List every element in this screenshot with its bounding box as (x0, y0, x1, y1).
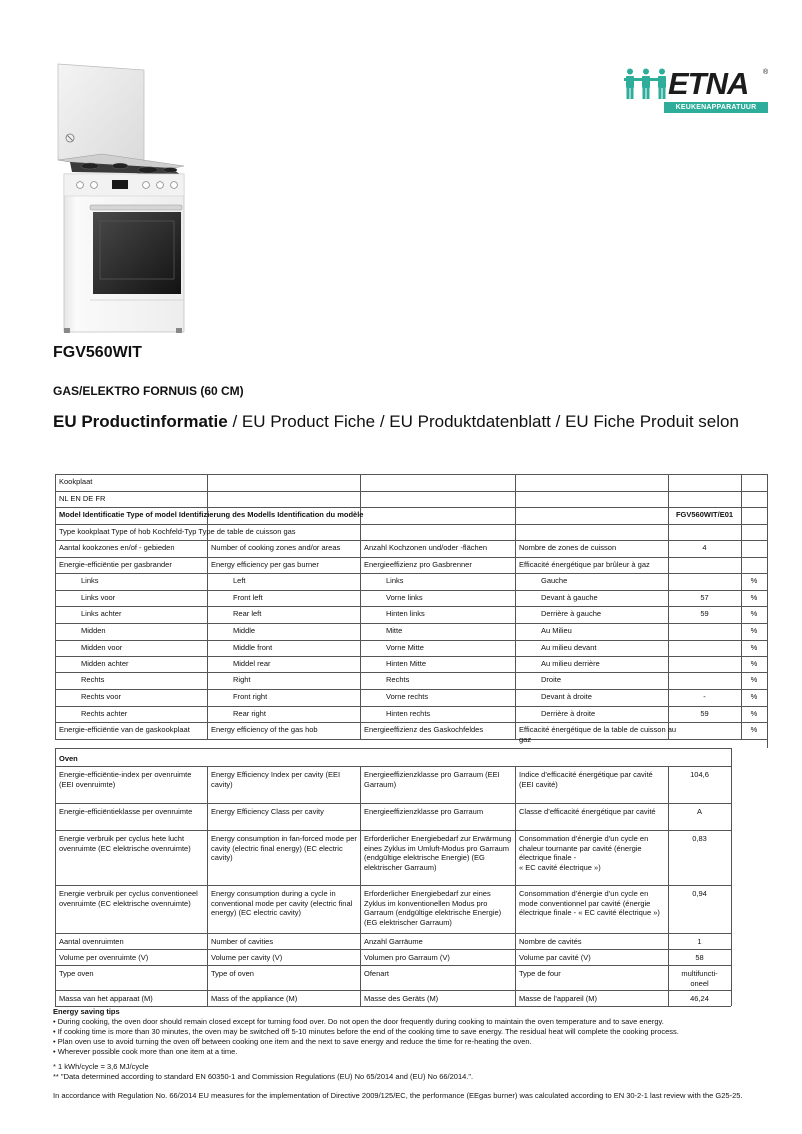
table-divider (55, 672, 767, 673)
oven-value: A (696, 807, 702, 816)
burner-label-en: Front left (233, 593, 263, 602)
table-divider (55, 491, 767, 492)
burner-label-fr: Gauche (541, 576, 568, 585)
logo-wordmark: ETNA (668, 66, 749, 101)
burner-label-de: Vorne Mitte (386, 643, 424, 652)
product-type: GAS/ELEKTRO FORNUIS (60 CM) (53, 384, 244, 398)
table-divider (55, 748, 56, 1006)
burner-label-nl: Midden voor (81, 643, 123, 652)
table-divider (731, 748, 732, 1006)
tip-item: • Plan oven use to avoid turning the oven off between cooking one item and the next to save energy and reduce the time for re-heating the oven. (53, 1037, 753, 1047)
burner-label-nl: Links voor (81, 593, 116, 602)
oven-label-de: Ofenart (364, 969, 390, 978)
table-divider (55, 689, 767, 690)
table-divider (55, 990, 731, 991)
oven-label-en: Type of oven (211, 969, 254, 978)
table-divider (55, 507, 767, 508)
oven-label-fr: Nombre de cavités (519, 937, 582, 946)
burner-label-nl: Links (81, 576, 99, 585)
burner-value: 59 (700, 609, 709, 618)
oven-label-de: Anzahl Garräume (364, 937, 423, 946)
tip-item: • During cooking, the oven door should remain closed except for turning food over. Do not open the door frequently during cooking to maintain the oven temperature and to save energy. (53, 1017, 753, 1027)
logo-subtitle: KEUKENAPPARATUUR (664, 102, 768, 113)
oven-label-de: Erforderlicher Energiebedarf zur Erwärmung eines Zyklus im Umluft-Modus pro Garraum (endgültige elektrische Energie) (EG elektrischer Garraum) (364, 834, 512, 872)
energy-saving-tips (53, 1007, 753, 1057)
oven-label-de: Volumen pro Garraum (V) (364, 953, 450, 962)
burner-label-de: Vorne links (386, 593, 423, 602)
burner-label-nl: Rechts (81, 675, 105, 684)
oven-label-en: Mass of the appliance (M) (211, 994, 298, 1003)
oven-value: multifuncti- oneel (681, 969, 718, 988)
burner-unit: % (750, 576, 758, 585)
hob-type-label: Type kookplaat Type of hob Kochfeld-Typ Type de table de cuisson gas (59, 527, 296, 536)
oven-label-de: Energieeffizienzklasse pro Garraum (364, 807, 484, 816)
oven-value: 58 (695, 953, 704, 962)
hob-eff-label-en: Energy efficiency of the gas hob (211, 725, 318, 734)
oven-label-nl: Massa van het apparaat (M) (59, 994, 153, 1003)
table-divider (55, 722, 767, 723)
oven-label-de: Erforderlicher Energiebedarf zur eines Zyklus im konventionellen Modus pro Garraum (endgültige elektrische Energie) (EG elektrischer Garraum) (364, 889, 502, 927)
fiche-title-bold: EU Productinformatie (53, 412, 228, 431)
oven-value: 1 (697, 937, 702, 946)
burner-label-fr: Derrière à droite (541, 709, 596, 718)
table-divider (55, 949, 731, 950)
burner-unit: % (750, 709, 758, 718)
table-divider (767, 474, 768, 748)
burner-label-fr: Devant à gauche (541, 593, 598, 602)
oven-label-fr: Indice d’efficacité énergétique par cavité (EEI cavité) (519, 770, 653, 789)
burner-label-nl: Rechts achter (81, 709, 128, 718)
brand-logo (624, 66, 774, 116)
burner-label-fr: Devant à droite (541, 692, 592, 701)
table-divider (515, 766, 516, 1006)
oven-section-title: Oven (59, 754, 78, 763)
oven-label-fr: Classe d’efficacité énergétique par cavité (519, 807, 656, 816)
oven-value: 46,24 (690, 994, 709, 1003)
zones-label-fr: Nombre de zones de cuisson (519, 543, 617, 552)
oven-label-en: Number of cavities (211, 937, 274, 946)
burner-label-fr: Au milieu derrière (541, 659, 600, 668)
zones-value: 4 (702, 543, 707, 552)
table-divider (55, 474, 56, 739)
table-divider (55, 656, 767, 657)
burner-label-nl: Midden achter (81, 659, 129, 668)
oven-label-fr: Consommation d’énergie d’un cycle en chaleur tournante par cavité (énergie électrique finale - « EC cavité électrique ») (519, 834, 649, 872)
oven-value: 0,83 (692, 834, 707, 843)
oven-label-nl: Aantal ovenruimten (59, 937, 124, 946)
table-divider (360, 766, 361, 1006)
zones-label-nl: Aantal kookzones en/of - gebieden (59, 543, 175, 552)
hob-eff-label-fr: Efficacité énergétique de la table de cuisson au gaz (519, 725, 677, 744)
table-divider (55, 748, 731, 749)
table-divider (668, 766, 669, 1006)
zones-label-en: Number of cooking zones and/or areas (211, 543, 341, 552)
product-code: FGV560WIT (53, 344, 142, 361)
oven-label-fr: Masse de l’appareil (M) (519, 994, 597, 1003)
oven-label-nl: Energie-efficiëntie-index per ovenruimte (EEI ovenruimte) (59, 770, 192, 789)
hob-eff-label-de: Energieeffizienz des Gaskochfeldes (364, 725, 484, 734)
tips-title: Energy saving tips (53, 1007, 120, 1016)
table-divider (55, 623, 767, 624)
product-image (50, 62, 200, 337)
oven-label-nl: Energie-efficiëntieklasse per ovenruimte (59, 807, 193, 816)
oven-label-fr: Type de four (519, 969, 561, 978)
burner-label-en: Rear right (233, 709, 266, 718)
table-divider (55, 803, 731, 804)
burner-label-de: Hinten Mitte (386, 659, 427, 668)
tip-item: • Wherever possible cook more than one item at a time. (53, 1047, 753, 1057)
table-divider (55, 606, 767, 607)
zones-label-de: Anzahl Kochzonen und/oder -flächen (364, 543, 488, 552)
hob-section-title: Kookplaat (59, 477, 93, 486)
oven-label-nl: Energie verbruik per cyclus hete lucht ovenruimte (EC elektrische ovenruimte) (59, 834, 191, 853)
burner-label-en: Front right (233, 692, 268, 701)
burner-unit: % (750, 626, 758, 635)
table-divider (55, 830, 731, 831)
burner-label-de: Mitte (386, 626, 403, 635)
hob-eff-label-nl: Energie-efficiëntie van de gaskookplaat (59, 725, 190, 734)
table-divider (55, 933, 731, 934)
burner-eff-label-nl: Energie-efficiëntie per gasbrander (59, 560, 172, 569)
burner-label-en: Middle (233, 626, 256, 635)
burner-label-fr: Au milieu devant (541, 643, 597, 652)
burner-unit: % (750, 659, 758, 668)
logo-registered-mark: ® (763, 69, 769, 76)
burner-label-nl: Midden (81, 626, 106, 635)
oven-label-en: Volume per cavity (V) (211, 953, 283, 962)
burner-eff-label-de: Energieeffizienz pro Gasbrenner (364, 560, 472, 569)
table-divider (668, 474, 669, 739)
oven-label-nl: Type oven (59, 969, 94, 978)
table-divider (55, 640, 767, 641)
table-divider (55, 766, 731, 767)
burner-value: 59 (700, 709, 709, 718)
table-divider (207, 766, 208, 1006)
table-divider (55, 965, 731, 966)
burner-label-en: Middel rear (233, 659, 271, 668)
oven-label-fr: Volume par cavité (V) (519, 953, 591, 962)
oven-label-en: Energy consumption during a cycle in conventional mode per cavity (electric final energy) (EC electric cavity) (211, 889, 353, 917)
table-divider (55, 706, 767, 707)
oven-label-nl: Volume per ovenruimte (V) (59, 953, 149, 962)
burner-unit: % (750, 593, 758, 602)
table-divider (55, 524, 767, 525)
note-kwh: * 1 kWh/cycle = 3,6 MJ/cycle (53, 1062, 149, 1071)
tip-item: • If cooking time is more than 30 minutes, the oven may be switched off 5-10 minutes before the end of the cooking time to save energy. The residual heat will complete the cooking process. (53, 1027, 753, 1037)
oven-value: 0,94 (692, 889, 707, 898)
oven-value: 104,6 (690, 770, 709, 779)
burner-label-de: Hinten rechts (386, 709, 431, 718)
burner-eff-label-en: Energy efficiency per gas burner (211, 560, 319, 569)
burner-unit: % (750, 643, 758, 652)
note-regulation: In accordance with Regulation No. 66/2014 EU measures for the implementation of Directive 2009/125/EC, the performance (EEgas burner) was calculated according to EN 30-2-1 last review with the G25-25. (53, 1091, 743, 1100)
burner-label-en: Rear left (233, 609, 262, 618)
language-codes: NL EN DE FR (59, 494, 106, 503)
fiche-title (53, 412, 739, 432)
burner-label-de: Links (386, 576, 404, 585)
model-id-value: FGV560WIT/E01 (675, 510, 734, 519)
burner-label-de: Hinten links (386, 609, 425, 618)
oven-label-de: Energieeffizienzklasse pro Garraum (EEI Garraum) (364, 770, 500, 789)
hob-eff-unit: % (750, 725, 758, 734)
burner-label-en: Middle front (233, 643, 273, 652)
burner-label-en: Left (233, 576, 246, 585)
model-id-label: Model Identificatie Type of model Identifizierung des Modells Identification du modèle (59, 510, 364, 519)
table-divider (55, 540, 767, 541)
burner-label-fr: Derrière à gauche (541, 609, 602, 618)
burner-unit: % (750, 692, 758, 701)
burner-value: 57 (700, 593, 709, 602)
burner-unit: % (750, 675, 758, 684)
burner-label-nl: Links achter (81, 609, 122, 618)
table-divider (55, 590, 767, 591)
oven-label-en: Energy Efficiency Index per cavity (EEI cavity) (211, 770, 341, 789)
burner-label-en: Right (233, 675, 251, 684)
logo-figures-icon (624, 68, 668, 100)
oven-label-de: Masse des Geräts (M) (364, 994, 439, 1003)
footnotes (53, 1062, 753, 1101)
burner-eff-label-fr: Efficacité énergétique par brûleur à gaz (519, 560, 650, 569)
fiche-title-rest: / EU Product Fiche / EU Produktdatenblatt / EU Fiche Produit selon (227, 412, 739, 431)
oven-label-fr: Consommation d’énergie d’un cycle en mode conventionnel par cavité (énergie électrique finale - « EC cavité électrique ») (519, 889, 660, 917)
burner-unit: % (750, 609, 758, 618)
burner-label-de: Vorne rechts (386, 692, 429, 701)
table-divider (515, 474, 516, 739)
table-divider (55, 573, 767, 574)
oven-label-nl: Energie verbruik per cyclus conventioneel ovenruimte (EC elektrische ovenruimte) (59, 889, 198, 908)
table-divider (55, 474, 767, 475)
burner-label-fr: Au Milieu (541, 626, 572, 635)
table-divider (741, 474, 742, 739)
note-data: ** "Data determined according to standard EN 60350-1 and Commission Regulations (EU) No 65/2014 and (EU) No 66/2014.". (53, 1072, 474, 1081)
oven-label-en: Energy Efficiency Class per cavity (211, 807, 324, 816)
burner-label-fr: Droite (541, 675, 562, 684)
table-divider (55, 557, 767, 558)
table-divider (55, 885, 731, 886)
burner-label-de: Rechts (386, 675, 410, 684)
burner-label-nl: Rechts voor (81, 692, 122, 701)
oven-label-en: Energy consumption in fan-forced mode per cavity (electric final energy) (EC electric cavity) (211, 834, 357, 862)
burner-value: - (703, 692, 706, 701)
